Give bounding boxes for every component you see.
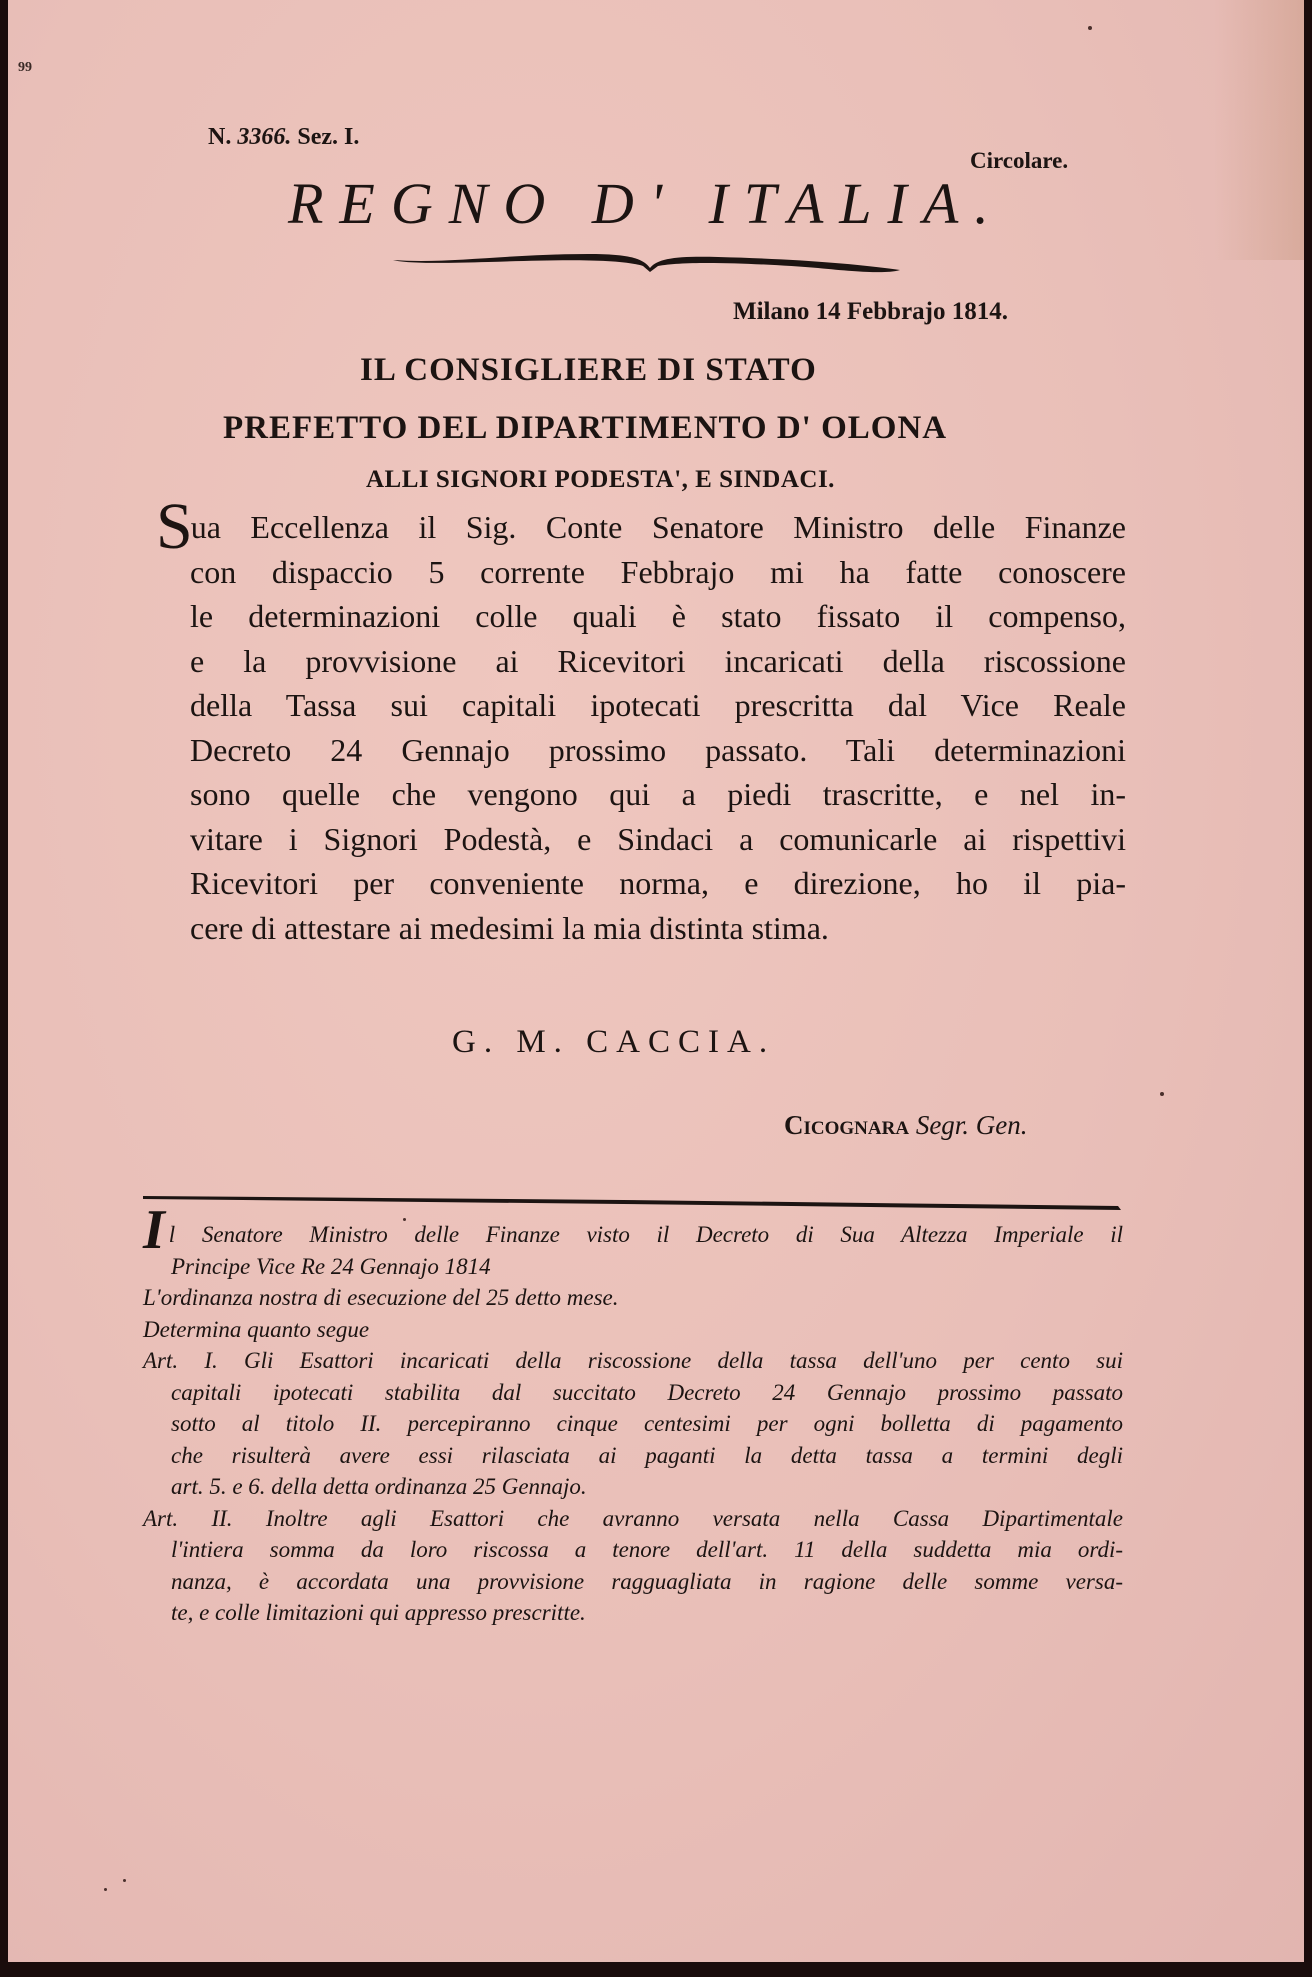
article-2-line: te, e colle limitazioni qui appresso prescritte.	[171, 1600, 586, 1625]
circular-body	[156, 490, 1126, 950]
article-1-line: art. 5. e 6. della detta ordinanza 25 Gennajo.	[171, 1474, 587, 1499]
decree-line: L'ordinanza nostra di esecuzione del 25 detto mese.	[143, 1285, 619, 1310]
article-2-line: nanza, è accordata una provvisione ragguagliata in ragione delle somme versa-	[171, 1568, 1123, 1594]
secretary-name: Cicognara	[784, 1110, 910, 1140]
decree-text	[143, 1199, 1123, 1629]
number-prefix: N.	[208, 124, 232, 150]
article-1-line: sotto al titolo II. percepiranno cinque centesimi per ogni bolletta di pagamento	[171, 1411, 1123, 1436]
paper-speck	[1088, 26, 1092, 30]
document-date: Milano 14 Febbrajo 1814.	[733, 298, 1008, 325]
paper-speck	[1160, 1092, 1164, 1096]
signature: G. M. CACCIA.	[452, 1024, 776, 1060]
section-divider-rule	[143, 1192, 1123, 1214]
body-line: sono quelle che vengono qui a piedi trascritte, e nel in-	[190, 776, 1126, 812]
paper-speck	[403, 1218, 406, 1221]
body-line: le determinazioni colle quali è stato fissato il compenso,	[190, 598, 1126, 634]
body-line: Sua Eccellenza il Sig. Conte Senatore Ministro delle Finanze	[156, 490, 1126, 563]
body-line: Decreto 24 Gennajo prossimo passato. Tali determinazioni	[190, 731, 1126, 768]
document-page	[8, 0, 1304, 1962]
article-1-line: che risulterà avere essi rilasciata ai paganti la detta tassa a termini degli	[171, 1442, 1123, 1468]
body-line: della Tassa sui capitali ipotecati prescritta dal Vice Reale	[190, 687, 1126, 723]
heading-line-2: PREFETTO DEL DIPARTIMENTO D' OLONA	[223, 410, 948, 446]
article-2-line: Art. II. Inoltre agli Esattori che avranno versata nella Cassa Dipartimentale	[143, 1505, 1123, 1531]
drop-cap: I	[143, 1199, 165, 1261]
page-title: REGNO D' ITALIA.	[288, 171, 1005, 236]
paper-speck	[104, 1888, 107, 1891]
body-line: Ricevitori per conveniente norma, e direzione, ho il pia-	[190, 865, 1126, 901]
document-number	[208, 124, 359, 151]
body-line: vitare i Signori Podestà, e Sindaci a comunicarle ai rispettivi	[190, 820, 1126, 857]
document-type-label: Circolare.	[970, 148, 1069, 173]
heading-line-1: IL CONSIGLIERE DI STATO	[360, 352, 817, 388]
article-2-line: l'intiera somma da loro riscossa a tenore dell'art. 11 della suddetta mia ordi-	[171, 1537, 1123, 1562]
margin-mark: 99	[18, 60, 32, 75]
addressee: ALLI SIGNORI PODESTA', E SINDACI.	[366, 466, 835, 493]
title-flourish-ornament	[388, 248, 908, 278]
number-value: 3366.	[237, 124, 292, 150]
paper-speck	[123, 1879, 126, 1882]
drop-cap: S	[156, 490, 193, 563]
secretary-signature	[784, 1110, 1028, 1141]
secretary-title: Segr. Gen.	[915, 1110, 1028, 1140]
decree-line: Il Senatore Ministro delle Finanze visto il Decreto di Sua Altezza Imperiale il	[143, 1199, 1123, 1261]
decree-line: Principe Vice Re 24 Gennajo 1814	[171, 1253, 491, 1279]
body-line: cere di attestare ai medesimi la mia distinta stima.	[190, 909, 829, 946]
article-1-line: Art. I. Gli Esattori incaricati della riscossione della tassa dell'uno per cento sui	[143, 1348, 1123, 1373]
section-label: Sez. I.	[297, 124, 360, 150]
decree-line: Determina quanto segue	[143, 1316, 370, 1342]
body-line: e la provvisione ai Ricevitori incaricati della riscossione	[190, 642, 1126, 679]
body-line: con dispaccio 5 corrente Febbrajo mi ha fatte conoscere	[190, 553, 1126, 590]
article-1-line: capitali ipotecati stabilita dal succitato Decreto 24 Gennajo prossimo passato	[171, 1379, 1123, 1405]
